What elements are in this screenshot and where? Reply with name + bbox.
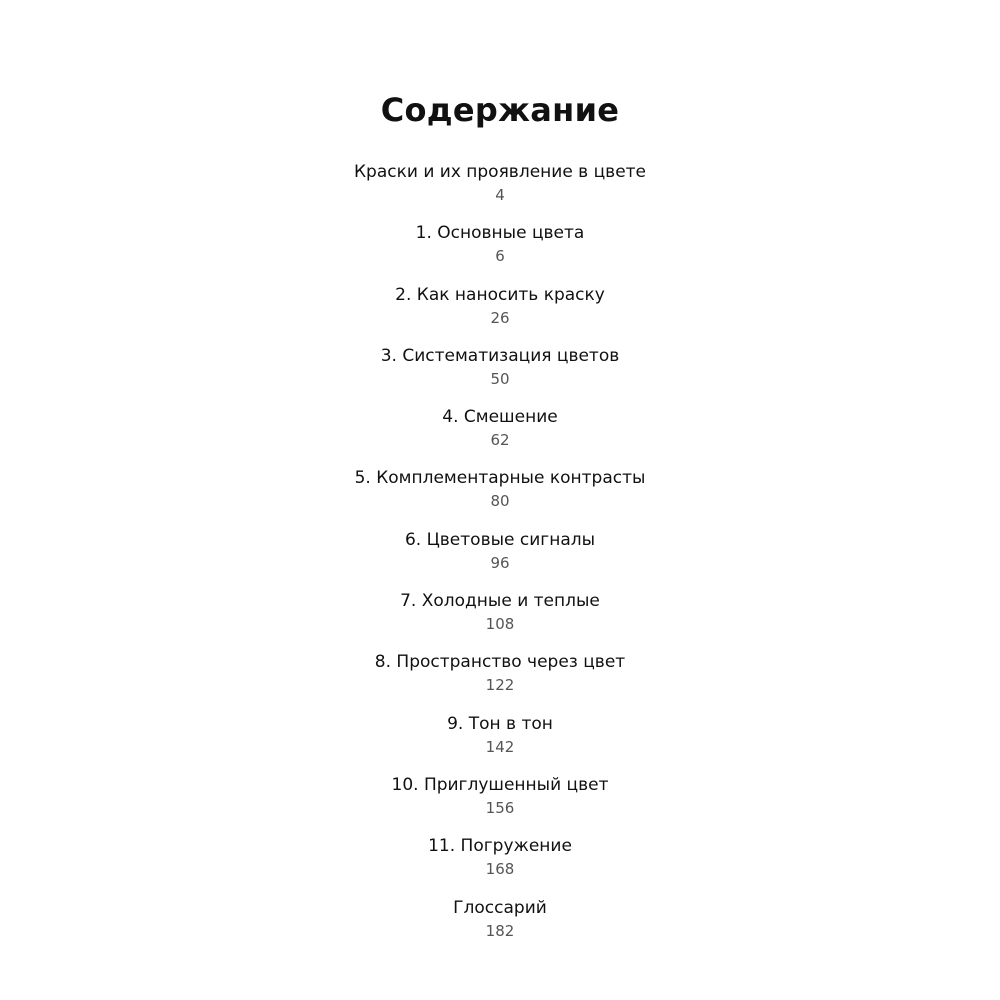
toc-entry (0, 833, 1000, 894)
toc-entry-page-number: 96 (490, 553, 510, 572)
toc-entry-title: 4. Смешение (442, 407, 558, 428)
toc-entry (0, 343, 1000, 404)
toc-entry-title: 8. Пространство через цвет (374, 652, 626, 673)
toc-entry (0, 772, 1000, 833)
toc-entry (0, 588, 1000, 649)
toc-entry-page-number: 122 (485, 676, 515, 695)
toc-entry-title: 7. Холодные и теплые (400, 591, 600, 612)
toc-entry-title: 5. Комплементарные контрасты (354, 468, 646, 489)
toc-entry-page-number: 156 (485, 798, 515, 817)
toc-entry-page-number: 4 (495, 186, 505, 204)
page-title: Содержание (380, 91, 620, 129)
toc-entry-page-number: 50 (490, 369, 510, 388)
toc-entry-title: 3. Систематизация цветов (380, 345, 620, 366)
toc-entry (0, 527, 1000, 588)
toc-entry (0, 649, 1000, 710)
toc-entry-page-number: 108 (485, 615, 515, 634)
toc-entry-title: 9. Тон в тон (447, 713, 553, 734)
toc-entry-title: Глоссарий (453, 897, 547, 918)
toc-entry-page-number: 168 (485, 860, 515, 879)
toc-entry-title: Краски и их проявление в цвете (353, 162, 647, 182)
toc-entry (0, 711, 1000, 772)
toc-entry-title: 10. Приглушенный цвет (391, 774, 609, 795)
toc-entry-page-number: 62 (490, 431, 510, 450)
toc-entry (0, 220, 1000, 281)
toc-entry-page-number: 142 (485, 737, 515, 756)
toc-list (0, 159, 1000, 956)
toc-entry-page-number: 6 (495, 247, 505, 266)
toc-entry-page-number: 26 (490, 308, 510, 327)
toc-entry-page-number: 80 (490, 492, 510, 511)
toc-entry-title: 11. Погружение (428, 836, 572, 857)
toc-entry (0, 895, 1000, 956)
toc-entry (0, 404, 1000, 465)
toc-entry (0, 282, 1000, 343)
toc-entry (0, 465, 1000, 526)
toc-entry-page-number: 182 (485, 921, 515, 940)
toc-entry-title: 1. Основные цвета (415, 223, 585, 244)
toc-entry (0, 159, 1000, 220)
toc-entry-title: 2. Как наносить краску (395, 284, 605, 305)
toc-entry-title: 6. Цветовые сигналы (404, 529, 596, 550)
